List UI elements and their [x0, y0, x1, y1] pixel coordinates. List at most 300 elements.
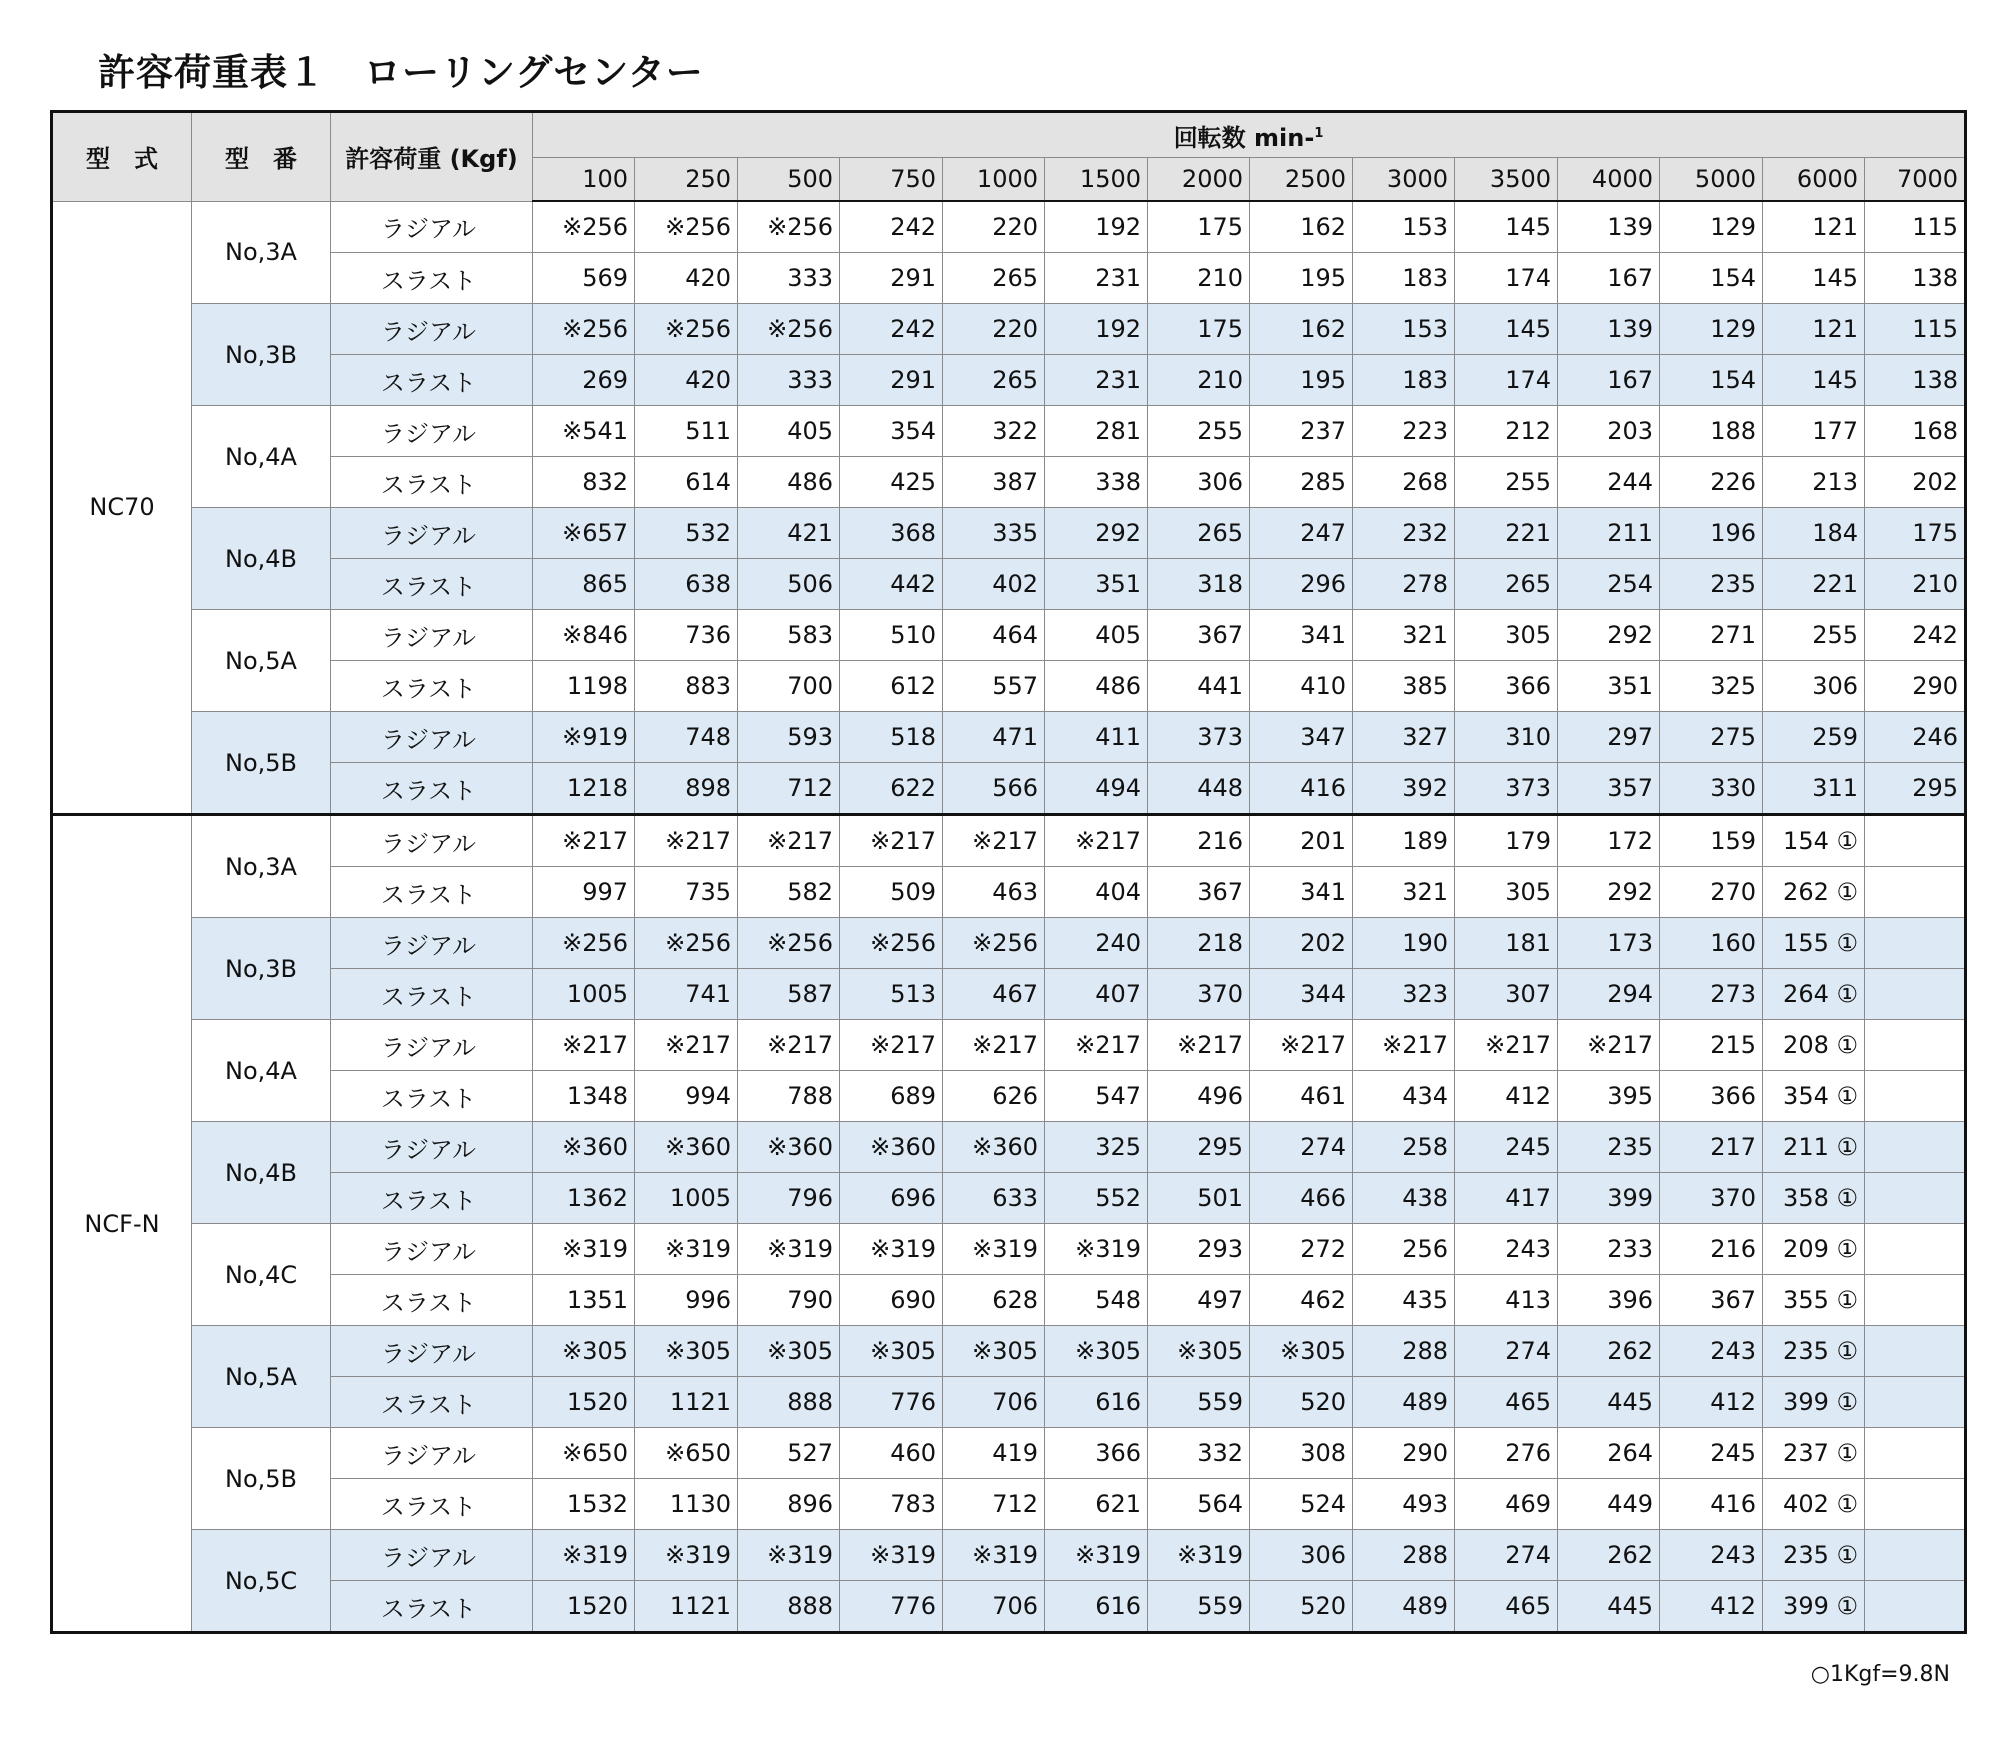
value-cell: 351: [1558, 661, 1660, 712]
value-cell: 323: [1353, 969, 1455, 1020]
value-cell: 497: [1148, 1275, 1250, 1326]
value-cell: 706: [943, 1581, 1045, 1633]
value-cell: 154: [1660, 355, 1763, 406]
value-cell: 395: [1558, 1071, 1660, 1122]
value-cell: 201: [1250, 815, 1353, 867]
value-cell: 552: [1045, 1173, 1148, 1224]
value-cell: 333: [738, 253, 840, 304]
table-row: [52, 1377, 1966, 1428]
value-cell: 1520: [533, 1581, 635, 1633]
value-cell: 347: [1250, 712, 1353, 763]
value-cell: 181: [1455, 918, 1558, 969]
value-cell: 399 ①: [1763, 1581, 1865, 1633]
value-cell: 593: [738, 712, 840, 763]
value-cell: 247: [1250, 508, 1353, 559]
value-cell: 366: [1045, 1428, 1148, 1479]
header-speed-value: 3500: [1455, 158, 1558, 202]
value-cell: ※360: [840, 1122, 943, 1173]
header-speed-value: 2000: [1148, 158, 1250, 202]
value-cell: 1520: [533, 1377, 635, 1428]
value-cell: 706: [943, 1377, 1045, 1428]
direction-cell: スラスト: [331, 253, 533, 304]
value-cell: ※360: [635, 1122, 738, 1173]
value-cell: [1865, 1173, 1966, 1224]
value-cell: ※217: [1250, 1020, 1353, 1071]
value-cell: ※217: [635, 1020, 738, 1071]
value-cell: 332: [1148, 1428, 1250, 1479]
header-speed-value: 1500: [1045, 158, 1148, 202]
value-cell: 486: [1045, 661, 1148, 712]
value-cell: 614: [635, 457, 738, 508]
direction-cell: スラスト: [331, 867, 533, 918]
value-cell: 445: [1558, 1377, 1660, 1428]
value-cell: ※217: [1045, 815, 1148, 867]
value-cell: 321: [1353, 867, 1455, 918]
value-cell: 548: [1045, 1275, 1148, 1326]
value-cell: 1532: [533, 1479, 635, 1530]
value-cell: 370: [1148, 969, 1250, 1020]
value-cell: 464: [943, 610, 1045, 661]
value-cell: 366: [1455, 661, 1558, 712]
value-cell: 416: [1660, 1479, 1763, 1530]
value-cell: 416: [1250, 763, 1353, 815]
value-cell: 145: [1455, 201, 1558, 253]
value-cell: 367: [1148, 867, 1250, 918]
value-cell: 155 ①: [1763, 918, 1865, 969]
value-cell: 351: [1045, 559, 1148, 610]
value-cell: 278: [1353, 559, 1455, 610]
value-cell: 216: [1148, 815, 1250, 867]
value-cell: 338: [1045, 457, 1148, 508]
value-cell: 412: [1660, 1377, 1763, 1428]
value-cell: 268: [1353, 457, 1455, 508]
value-cell: 626: [943, 1071, 1045, 1122]
value-cell: 291: [840, 355, 943, 406]
value-cell: 293: [1148, 1224, 1250, 1275]
value-cell: ※217: [533, 1020, 635, 1071]
direction-cell: スラスト: [331, 1581, 533, 1633]
value-cell: [1865, 918, 1966, 969]
value-cell: 273: [1660, 969, 1763, 1020]
value-cell: 243: [1660, 1326, 1763, 1377]
value-cell: 183: [1353, 253, 1455, 304]
value-cell: 296: [1250, 559, 1353, 610]
value-cell: 330: [1660, 763, 1763, 815]
direction-cell: スラスト: [331, 969, 533, 1020]
value-cell: 616: [1045, 1581, 1148, 1633]
value-cell: 177: [1763, 406, 1865, 457]
value-cell: ※217: [943, 815, 1045, 867]
value-cell: 306: [1148, 457, 1250, 508]
value-cell: 168: [1865, 406, 1966, 457]
value-cell: 341: [1250, 610, 1353, 661]
value-cell: 242: [840, 201, 943, 253]
model-cell: No,4C: [192, 1224, 331, 1326]
value-cell: 532: [635, 508, 738, 559]
value-cell: 412: [1455, 1071, 1558, 1122]
value-cell: ※319: [635, 1530, 738, 1581]
value-cell: 494: [1045, 763, 1148, 815]
value-cell: ※919: [533, 712, 635, 763]
value-cell: 265: [943, 253, 1045, 304]
value-cell: 153: [1353, 304, 1455, 355]
value-cell: 272: [1250, 1224, 1353, 1275]
footnote: ○1Kgf=9.8N: [1810, 1662, 1950, 1687]
value-cell: 997: [533, 867, 635, 918]
value-cell: 237 ①: [1763, 1428, 1865, 1479]
value-cell: ※305: [1045, 1326, 1148, 1377]
value-cell: 407: [1045, 969, 1148, 1020]
value-cell: 290: [1353, 1428, 1455, 1479]
value-cell: ※319: [738, 1224, 840, 1275]
value-cell: ※360: [738, 1122, 840, 1173]
value-cell: 325: [1045, 1122, 1148, 1173]
value-cell: 438: [1353, 1173, 1455, 1224]
value-cell: 121: [1763, 201, 1865, 253]
value-cell: 387: [943, 457, 1045, 508]
value-cell: 462: [1250, 1275, 1353, 1326]
value-cell: ※256: [533, 918, 635, 969]
load-table: [50, 110, 1967, 1634]
value-cell: 566: [943, 763, 1045, 815]
header-speed-value: 500: [738, 158, 840, 202]
direction-cell: ラジアル: [331, 304, 533, 355]
value-cell: 211 ①: [1763, 1122, 1865, 1173]
value-cell: 208 ①: [1763, 1020, 1865, 1071]
value-cell: ※217: [738, 815, 840, 867]
value-cell: 203: [1558, 406, 1660, 457]
value-cell: 213: [1763, 457, 1865, 508]
value-cell: 242: [840, 304, 943, 355]
table-row: [52, 969, 1966, 1020]
value-cell: 255: [1763, 610, 1865, 661]
value-cell: ※319: [840, 1224, 943, 1275]
header-speed-value: 4000: [1558, 158, 1660, 202]
header-speed-value: 7000: [1865, 158, 1966, 202]
header-speed-value: 3000: [1353, 158, 1455, 202]
value-cell: ※319: [635, 1224, 738, 1275]
value-cell: 202: [1250, 918, 1353, 969]
value-cell: 175: [1148, 304, 1250, 355]
direction-cell: ラジアル: [331, 918, 533, 969]
value-cell: ※217: [635, 815, 738, 867]
value-cell: 1005: [533, 969, 635, 1020]
value-cell: 235 ①: [1763, 1326, 1865, 1377]
value-cell: 291: [840, 253, 943, 304]
direction-cell: ラジアル: [331, 406, 533, 457]
value-cell: 796: [738, 1173, 840, 1224]
value-cell: 435: [1353, 1275, 1455, 1326]
direction-cell: ラジアル: [331, 1428, 533, 1479]
value-cell: 174: [1455, 253, 1558, 304]
table-row: [52, 355, 1966, 406]
value-cell: ※256: [635, 918, 738, 969]
direction-cell: スラスト: [331, 661, 533, 712]
value-cell: 308: [1250, 1428, 1353, 1479]
value-cell: [1865, 1020, 1966, 1071]
table-row: [52, 661, 1966, 712]
value-cell: 221: [1455, 508, 1558, 559]
value-cell: 210: [1148, 253, 1250, 304]
direction-cell: スラスト: [331, 355, 533, 406]
value-cell: ※319: [533, 1224, 635, 1275]
value-cell: 295: [1148, 1122, 1250, 1173]
value-cell: 160: [1660, 918, 1763, 969]
value-cell: 115: [1865, 304, 1966, 355]
value-cell: 493: [1353, 1479, 1455, 1530]
value-cell: 256: [1353, 1224, 1455, 1275]
value-cell: 404: [1045, 867, 1148, 918]
value-cell: 129: [1660, 304, 1763, 355]
value-cell: 712: [943, 1479, 1045, 1530]
value-cell: 217: [1660, 1122, 1763, 1173]
value-cell: 419: [943, 1428, 1045, 1479]
table-row: [52, 1224, 1966, 1275]
value-cell: 520: [1250, 1581, 1353, 1633]
value-cell: 690: [840, 1275, 943, 1326]
value-cell: 392: [1353, 763, 1455, 815]
value-cell: 264: [1558, 1428, 1660, 1479]
table-row: [52, 763, 1966, 815]
value-cell: ※217: [1558, 1020, 1660, 1071]
value-cell: ※256: [533, 304, 635, 355]
value-cell: 465: [1455, 1377, 1558, 1428]
value-cell: 153: [1353, 201, 1455, 253]
value-cell: 290: [1865, 661, 1966, 712]
direction-cell: ラジアル: [331, 1020, 533, 1071]
value-cell: ※319: [840, 1530, 943, 1581]
value-cell: 210: [1865, 559, 1966, 610]
value-cell: ※256: [943, 918, 1045, 969]
value-cell: 888: [738, 1377, 840, 1428]
value-cell: 410: [1250, 661, 1353, 712]
value-cell: 582: [738, 867, 840, 918]
value-cell: ※305: [1148, 1326, 1250, 1377]
value-cell: 354: [840, 406, 943, 457]
value-cell: 520: [1250, 1377, 1353, 1428]
value-cell: 518: [840, 712, 943, 763]
value-cell: 547: [1045, 1071, 1148, 1122]
value-cell: ※319: [1045, 1530, 1148, 1581]
value-cell: 466: [1250, 1173, 1353, 1224]
page-title: 許容荷重表１ ローリングセンター: [98, 51, 704, 94]
value-cell: 434: [1353, 1071, 1455, 1122]
value-cell: 341: [1250, 867, 1353, 918]
value-cell: [1865, 1581, 1966, 1633]
direction-cell: スラスト: [331, 1479, 533, 1530]
model-cell: No,4A: [192, 1020, 331, 1122]
value-cell: 195: [1250, 355, 1353, 406]
model-cell: No,5C: [192, 1530, 331, 1633]
value-cell: ※305: [943, 1326, 1045, 1377]
value-cell: 129: [1660, 201, 1763, 253]
value-cell: 162: [1250, 201, 1353, 253]
value-cell: 486: [738, 457, 840, 508]
model-cell: No,4B: [192, 508, 331, 610]
value-cell: 220: [943, 304, 1045, 355]
value-cell: ※256: [635, 201, 738, 253]
value-cell: 175: [1865, 508, 1966, 559]
value-cell: 496: [1148, 1071, 1250, 1122]
model-cell: No,4A: [192, 406, 331, 508]
value-cell: 190: [1353, 918, 1455, 969]
value-cell: 167: [1558, 355, 1660, 406]
value-cell: 357: [1558, 763, 1660, 815]
value-cell: 211: [1558, 508, 1660, 559]
value-cell: 489: [1353, 1377, 1455, 1428]
value-cell: 559: [1148, 1377, 1250, 1428]
value-cell: 306: [1763, 661, 1865, 712]
value-cell: 622: [840, 763, 943, 815]
value-cell: ※256: [738, 918, 840, 969]
value-cell: 442: [840, 559, 943, 610]
value-cell: 321: [1353, 610, 1455, 661]
value-cell: 741: [635, 969, 738, 1020]
value-cell: 712: [738, 763, 840, 815]
value-cell: 420: [635, 253, 738, 304]
value-cell: 235 ①: [1763, 1530, 1865, 1581]
header-speed-value: 5000: [1660, 158, 1763, 202]
value-cell: 420: [635, 355, 738, 406]
value-cell: [1865, 1428, 1966, 1479]
model-cell: No,5B: [192, 1428, 331, 1530]
value-cell: 883: [635, 661, 738, 712]
value-cell: 305: [1455, 610, 1558, 661]
value-cell: 246: [1865, 712, 1966, 763]
value-cell: 583: [738, 610, 840, 661]
table-row: [52, 457, 1966, 508]
value-cell: [1865, 867, 1966, 918]
value-cell: 616: [1045, 1377, 1148, 1428]
value-cell: 154 ①: [1763, 815, 1865, 867]
value-cell: ※319: [943, 1530, 1045, 1581]
value-cell: 587: [738, 969, 840, 1020]
header-speed-value: 250: [635, 158, 738, 202]
value-cell: 413: [1455, 1275, 1558, 1326]
value-cell: 511: [635, 406, 738, 457]
header-speed-value: 750: [840, 158, 943, 202]
table-row: [52, 201, 1966, 253]
value-cell: 696: [840, 1173, 943, 1224]
value-cell: 121: [1763, 304, 1865, 355]
value-cell: 689: [840, 1071, 943, 1122]
value-cell: 306: [1250, 1530, 1353, 1581]
value-cell: 888: [738, 1581, 840, 1633]
value-cell: 896: [738, 1479, 840, 1530]
value-cell: 188: [1660, 406, 1763, 457]
value-cell: ※256: [840, 918, 943, 969]
value-cell: 243: [1660, 1530, 1763, 1581]
direction-cell: ラジアル: [331, 1224, 533, 1275]
value-cell: 226: [1660, 457, 1763, 508]
value-cell: 138: [1865, 253, 1966, 304]
value-cell: 232: [1353, 508, 1455, 559]
value-cell: 366: [1660, 1071, 1763, 1122]
value-cell: 748: [635, 712, 738, 763]
value-cell: ※256: [533, 201, 635, 253]
value-cell: 202: [1865, 457, 1966, 508]
direction-cell: ラジアル: [331, 201, 533, 253]
value-cell: 557: [943, 661, 1045, 712]
value-cell: 262: [1558, 1530, 1660, 1581]
value-cell: 467: [943, 969, 1045, 1020]
value-cell: 373: [1148, 712, 1250, 763]
value-cell: ※650: [635, 1428, 738, 1479]
table-row: [52, 406, 1966, 457]
value-cell: 145: [1763, 253, 1865, 304]
table-row: [52, 1173, 1966, 1224]
header-speed-value: 100: [533, 158, 635, 202]
value-cell: 233: [1558, 1224, 1660, 1275]
value-cell: 325: [1660, 661, 1763, 712]
value-cell: 145: [1763, 355, 1865, 406]
header-speed-value: 2500: [1250, 158, 1353, 202]
value-cell: ※305: [1250, 1326, 1353, 1377]
value-cell: 898: [635, 763, 738, 815]
value-cell: 145: [1455, 304, 1558, 355]
value-cell: 628: [943, 1275, 1045, 1326]
value-cell: 344: [1250, 969, 1353, 1020]
direction-cell: ラジアル: [331, 1122, 533, 1173]
value-cell: 633: [943, 1173, 1045, 1224]
value-cell: 776: [840, 1581, 943, 1633]
value-cell: 358 ①: [1763, 1173, 1865, 1224]
value-cell: ※217: [943, 1020, 1045, 1071]
value-cell: 183: [1353, 355, 1455, 406]
value-cell: ※319: [1045, 1224, 1148, 1275]
value-cell: ※360: [943, 1122, 1045, 1173]
value-cell: 736: [635, 610, 738, 661]
value-cell: 294: [1558, 969, 1660, 1020]
value-cell: ※256: [738, 201, 840, 253]
value-cell: [1865, 969, 1966, 1020]
value-cell: 235: [1660, 559, 1763, 610]
value-cell: 367: [1148, 610, 1250, 661]
direction-cell: ラジアル: [331, 1326, 533, 1377]
value-cell: 285: [1250, 457, 1353, 508]
value-cell: 1218: [533, 763, 635, 815]
value-cell: 405: [1045, 610, 1148, 661]
value-cell: 638: [635, 559, 738, 610]
header-model: 型 番: [192, 112, 331, 202]
value-cell: 288: [1353, 1530, 1455, 1581]
header-speed-value: 1000: [943, 158, 1045, 202]
header-speed-sup: 1: [1314, 125, 1324, 141]
value-cell: 245: [1660, 1428, 1763, 1479]
table-row: [52, 304, 1966, 355]
table-row: [52, 815, 1966, 867]
value-cell: 441: [1148, 661, 1250, 712]
value-cell: 196: [1660, 508, 1763, 559]
value-cell: [1865, 1479, 1966, 1530]
value-cell: 297: [1558, 712, 1660, 763]
value-cell: 994: [635, 1071, 738, 1122]
direction-cell: スラスト: [331, 1377, 533, 1428]
value-cell: 242: [1865, 610, 1966, 661]
value-cell: 612: [840, 661, 943, 712]
value-cell: 184: [1763, 508, 1865, 559]
model-cell: No,5A: [192, 1326, 331, 1428]
value-cell: 399 ①: [1763, 1377, 1865, 1428]
value-cell: 402: [943, 559, 1045, 610]
model-cell: No,5A: [192, 610, 331, 712]
value-cell: 559: [1148, 1581, 1250, 1633]
value-cell: 274: [1250, 1122, 1353, 1173]
value-cell: 865: [533, 559, 635, 610]
value-cell: 265: [943, 355, 1045, 406]
value-cell: 212: [1455, 406, 1558, 457]
value-cell: 220: [943, 201, 1045, 253]
